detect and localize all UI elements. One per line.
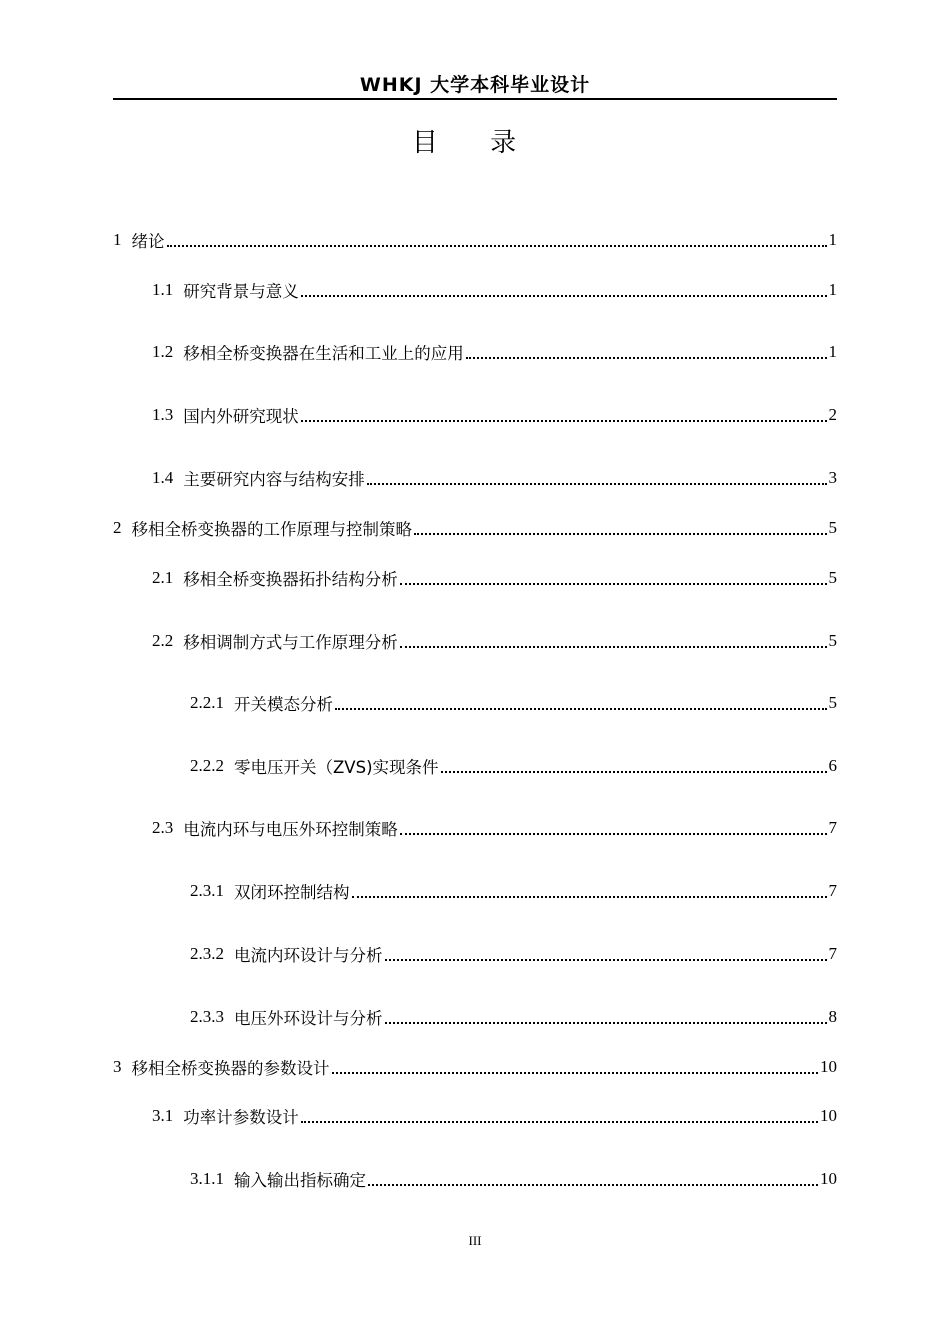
toc-entry-page: 5 [828,568,837,587]
toc-entry-2-3-3[interactable] [190,1004,837,1030]
toc-entry-number: 1 [113,230,122,249]
toc-entry-page: 2 [828,405,837,424]
toc-entry-3-1[interactable] [152,1103,837,1129]
dot-leader [385,1022,827,1024]
toc-entry-page: 10 [820,1169,837,1188]
toc-entry-title: 主要研究内容与结构安排 [183,470,365,489]
toc-entry-number: 2.3.3 [190,1007,224,1026]
toc-entry-title: 零电压开关（ZVS)实现条件 [234,758,439,777]
toc-entry-1[interactable] [113,227,837,253]
toc-entry-number: 2.1 [152,568,174,587]
dot-leader [301,420,827,422]
toc-entry-page: 7 [828,818,837,837]
dot-leader [400,583,827,585]
toc-entry-number: 2.2.1 [190,693,224,712]
toc-entry-title: 移相调制方式与工作原理分析 [183,633,398,652]
dot-leader [400,646,827,648]
toc-entry-number: 3 [113,1057,122,1076]
toc-entry-page: 6 [828,756,837,775]
toc-entry-number: 3.1 [152,1106,174,1125]
toc-entry-number: 2.3 [152,818,174,837]
toc-entry-title: 双闭环控制结构 [234,883,350,902]
toc-entry-2[interactable] [113,515,837,541]
dot-leader [352,896,827,898]
dot-leader [414,533,827,535]
toc-entry-number: 3.1.1 [190,1169,224,1188]
toc-entry-title: 电压外环设计与分析 [234,1009,383,1028]
toc-entry-title: 输入输出指标确定 [234,1171,366,1190]
toc-entry-page: 7 [828,881,837,900]
toc-entry-number: 2.3.1 [190,881,224,900]
toc-entry-page: 3 [828,468,837,487]
toc-entry-page: 7 [828,944,837,963]
toc-entry-page: 1 [828,230,837,249]
toc-entry-2-2[interactable] [152,628,837,654]
dot-leader [368,1184,818,1186]
toc-entry-number: 2.2.2 [190,756,224,775]
toc-entry-3-1-1[interactable] [190,1166,837,1192]
toc-entry-3[interactable] [113,1054,837,1080]
toc-entry-title: 研究背景与意义 [183,282,299,301]
dot-leader [301,1121,818,1123]
toc-entry-title: 国内外研究现状 [183,407,299,426]
page-title: 目 录 [411,128,539,158]
page-header: WHKJ 大学本科毕业设计 [359,74,591,96]
dot-leader [466,357,827,359]
toc-entry-1-3[interactable] [152,402,837,428]
toc-entry-number: 2.3.2 [190,944,224,963]
toc-entry-number: 2 [113,518,122,537]
toc-entry-2-3-1[interactable] [190,878,837,904]
toc-entry-1-1[interactable] [152,277,837,303]
toc-entry-title: 开关模态分析 [234,695,333,714]
toc-entry-page: 5 [828,693,837,712]
toc-entry-2-2-1[interactable] [190,690,837,716]
toc-entry-number: 1.4 [152,468,174,487]
toc-entry-2-3-2[interactable] [190,941,837,967]
toc-entry-page: 10 [820,1106,837,1125]
dot-leader [400,833,827,835]
dot-leader [335,708,827,710]
dot-leader [385,959,827,961]
toc-entry-title: 移相全桥变换器的工作原理与控制策略 [131,520,412,539]
toc-entry-title: 绪论 [131,232,165,251]
toc-entry-page: 8 [828,1007,837,1026]
header-rule [113,98,837,100]
toc-entry-page: 5 [828,631,837,650]
toc-entry-1-2[interactable] [152,339,837,365]
dot-leader [441,771,827,773]
dot-leader [367,483,827,485]
toc-entry-page: 5 [828,518,837,537]
dot-leader [332,1072,819,1074]
toc-entry-1-4[interactable] [152,465,837,491]
toc-entry-title: 移相全桥变换器在生活和工业上的应用 [183,344,464,363]
page-number-footer: III [468,1233,482,1248]
toc-entry-title: 电流内环与电压外环控制策略 [183,820,398,839]
toc-entry-number: 1.1 [152,280,174,299]
dot-leader [167,245,827,247]
toc-entry-title: 移相全桥变换器拓扑结构分析 [183,570,398,589]
toc-entry-number: 1.3 [152,405,174,424]
toc-entry-page: 1 [828,342,837,361]
toc-entry-2-2-2[interactable] [190,753,837,779]
toc-entry-number: 1.2 [152,342,174,361]
toc-entry-title: 功率计参数设计 [183,1108,299,1127]
toc-entry-page: 1 [828,280,837,299]
toc-entry-2-1[interactable] [152,565,837,591]
toc-entry-title: 电流内环设计与分析 [234,946,383,965]
toc-entry-number: 2.2 [152,631,174,650]
toc-entry-page: 10 [820,1057,837,1076]
toc-entry-title: 移相全桥变换器的参数设计 [131,1059,330,1078]
toc-entry-2-3[interactable] [152,815,837,841]
dot-leader [301,295,827,297]
